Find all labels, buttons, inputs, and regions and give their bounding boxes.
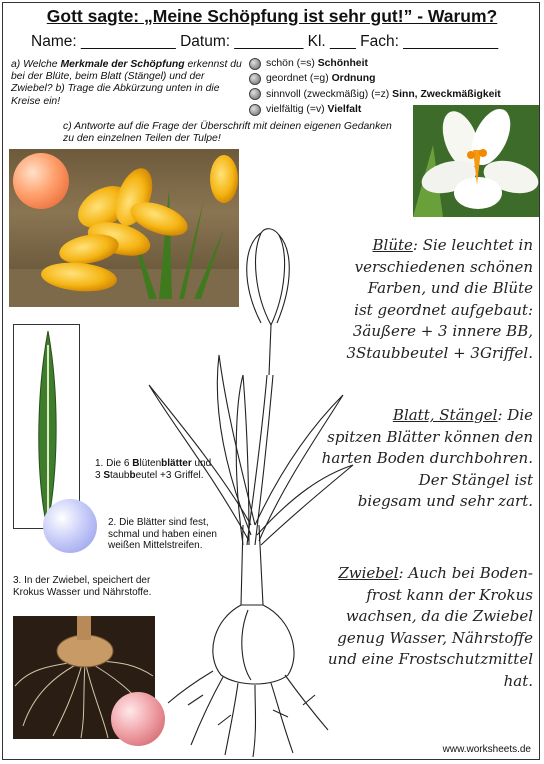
answer-label: Blatt, Stängel (392, 406, 498, 424)
note-text: taub (110, 469, 130, 481)
orange-circle-bluete[interactable] (13, 153, 69, 209)
note-text: 1. Die 6 (95, 458, 133, 469)
answer-line: verschiedenen schönen (354, 257, 533, 276)
answer-line: Der Stängel ist (418, 470, 533, 489)
answer-line: genug Wasser, Nährstoffe (337, 628, 533, 647)
legend-text: schön (=s) (266, 58, 315, 69)
note-1 (95, 458, 215, 481)
answer-line: biegsam und sehr zart. (357, 492, 533, 510)
note-bold: blätter (161, 458, 192, 469)
note-text: eutel +3 Griffel. (135, 469, 204, 481)
instruction-a-b (11, 59, 243, 108)
note-3: 3. In der Zwiebel, speichert der Krokus Wasser und Nährstoffe. (13, 575, 152, 598)
answer-line: spitzen Blätter können den (327, 427, 533, 446)
answer-text: : Auch bei Boden- (398, 564, 533, 582)
answer-line: frost kann der Krokus (366, 585, 533, 604)
page-title: Gott sagte: „Meine Schöpfung ist sehr gut!” - Warum? (46, 6, 498, 26)
white-crocus-photo (413, 105, 540, 217)
legend-item-sinn (249, 87, 501, 102)
answer-line: Farben, und die Blüte (367, 279, 533, 297)
legend-text: geordnet (=g) (266, 73, 329, 85)
legend-item-schoenheit (249, 56, 501, 71)
answer-label: Zwiebel (338, 564, 399, 582)
answer-line (288, 405, 533, 427)
answer-line: harten Boden durchbohren. (321, 449, 533, 467)
note-bold: S (103, 469, 111, 481)
legend-bold: Vielfalt (327, 103, 362, 115)
legend-bold: Schönheit (317, 58, 368, 69)
note-text: lüten (139, 458, 162, 469)
instruction-a-bold: Merkmale der Schöpfung (60, 59, 185, 70)
bullet-icon (249, 73, 261, 85)
worksheet-page (2, 2, 540, 760)
answer-text: : Die (497, 406, 533, 424)
answer-blatt (288, 405, 533, 513)
name-date-class-line: Name: ___________ Datum: ________ Kl. ___ Fach: ___________ (31, 33, 499, 50)
answer-label: Blüte (372, 236, 413, 254)
note-2: 2. Die Blätter sind fest, schmal und haben einen weißen Mittelstreifen. (108, 517, 217, 551)
bullet-icon (249, 104, 261, 116)
answer-text: : Sie leuchtet in (412, 236, 533, 254)
answer-line: wachsen, da die Zwiebel (345, 607, 533, 625)
bullet-icon (249, 88, 261, 100)
legend-bold: Sinn, Zweckmäßigkeit (392, 88, 501, 100)
answer-line (293, 563, 533, 585)
blue-circle-blatt[interactable] (43, 499, 97, 553)
bullet-icon (249, 58, 261, 70)
instruction-a-prefix: a) Welche (11, 59, 61, 70)
answer-line (293, 235, 533, 257)
instruction-c: c) Antworte auf die Frage der Überschrift mit deinen eigenen Gedanken zu den einzelnen Teilen der Tulpe! (63, 121, 392, 144)
answer-bluete (293, 235, 533, 364)
note-bold: b (129, 469, 136, 481)
answer-line: und eine Frostschutzmittel (327, 650, 533, 668)
answer-zwiebel (293, 563, 533, 692)
instruction-a-rest: erkennst du bei der Blüte, beim Blatt (Stängel) und der Zwiebel? b) Trage die Abkürzung unten in die Kreise ein! (11, 59, 242, 107)
legend-text: vielfältig (=v) (266, 103, 325, 115)
legend-bold: Ordnung (331, 73, 376, 85)
legend-text: sinnvoll (zweckmäßig) (=z) (266, 88, 390, 100)
note-text: und 3 (95, 458, 212, 481)
answer-line: 3äußere + 3 innere BB, (352, 322, 533, 340)
answer-line: 3Staubbeutel + 3Griffel. (346, 343, 533, 362)
answer-line: ist geordnet aufgebaut: (354, 300, 533, 319)
legend-item-ordnung (249, 71, 501, 86)
answer-line: hat. (503, 671, 533, 690)
footer-url: www.worksheets.de (442, 744, 531, 755)
note-bold: B (132, 458, 140, 469)
